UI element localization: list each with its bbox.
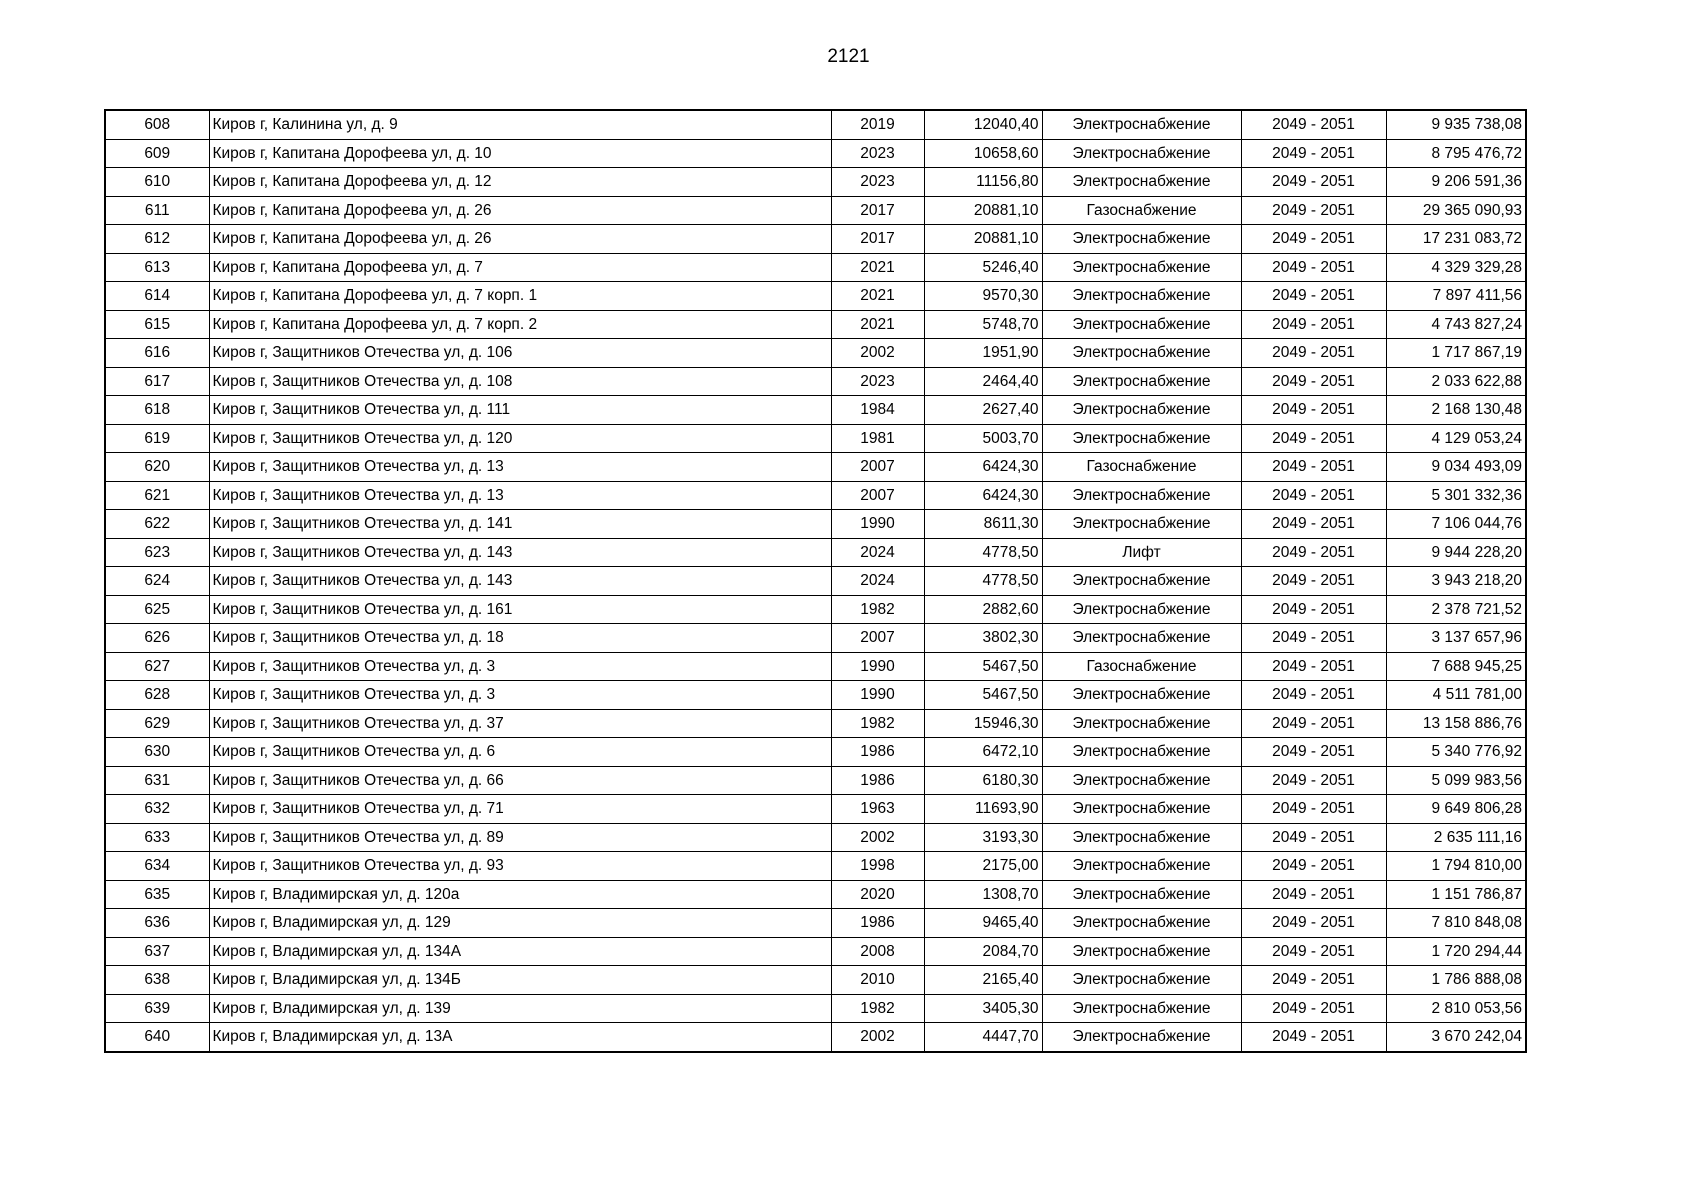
year-cell: 1986 [831, 909, 924, 938]
period-cell: 2049 - 2051 [1241, 823, 1386, 852]
area-cell: 2882,60 [924, 595, 1042, 624]
row-number: 620 [105, 453, 209, 482]
year-cell: 2007 [831, 453, 924, 482]
table-row [105, 310, 1526, 339]
work-type-cell: Газоснабжение [1042, 652, 1241, 681]
row-number: 608 [105, 110, 209, 139]
period-cell: 2049 - 2051 [1241, 139, 1386, 168]
cost-cell: 9 935 738,08 [1386, 110, 1526, 139]
year-cell: 2002 [831, 823, 924, 852]
cost-cell: 1 794 810,00 [1386, 852, 1526, 881]
work-type-cell: Электроснабжение [1042, 168, 1241, 197]
area-cell: 10658,60 [924, 139, 1042, 168]
address-cell: Киров г, Владимирская ул, д. 120а [209, 880, 831, 909]
work-type-cell: Электроснабжение [1042, 966, 1241, 995]
address-cell: Киров г, Защитников Отечества ул, д. 6 [209, 738, 831, 767]
address-cell: Киров г, Капитана Дорофеева ул, д. 7 корп. 1 [209, 282, 831, 311]
cost-cell: 5 340 776,92 [1386, 738, 1526, 767]
period-cell: 2049 - 2051 [1241, 339, 1386, 368]
row-number: 626 [105, 624, 209, 653]
cost-cell: 1 717 867,19 [1386, 339, 1526, 368]
row-number: 610 [105, 168, 209, 197]
cost-cell: 2 635 111,16 [1386, 823, 1526, 852]
area-cell: 1951,90 [924, 339, 1042, 368]
year-cell: 2021 [831, 282, 924, 311]
address-cell: Киров г, Калинина ул, д. 9 [209, 110, 831, 139]
address-cell: Киров г, Капитана Дорофеева ул, д. 26 [209, 196, 831, 225]
period-cell: 2049 - 2051 [1241, 709, 1386, 738]
address-cell: Киров г, Владимирская ул, д. 134А [209, 937, 831, 966]
work-type-cell: Электроснабжение [1042, 852, 1241, 881]
area-cell: 2627,40 [924, 396, 1042, 425]
table-row [105, 709, 1526, 738]
cost-cell: 4 511 781,00 [1386, 681, 1526, 710]
year-cell: 2021 [831, 253, 924, 282]
area-cell: 5467,50 [924, 652, 1042, 681]
address-cell: Киров г, Владимирская ул, д. 129 [209, 909, 831, 938]
row-number: 638 [105, 966, 209, 995]
row-number: 618 [105, 396, 209, 425]
row-number: 613 [105, 253, 209, 282]
area-cell: 4447,70 [924, 1023, 1042, 1052]
area-cell: 8611,30 [924, 510, 1042, 539]
year-cell: 2010 [831, 966, 924, 995]
year-cell: 1986 [831, 766, 924, 795]
row-number: 635 [105, 880, 209, 909]
row-number: 628 [105, 681, 209, 710]
work-type-cell: Электроснабжение [1042, 595, 1241, 624]
table-row [105, 1023, 1526, 1052]
period-cell: 2049 - 2051 [1241, 624, 1386, 653]
year-cell: 2023 [831, 139, 924, 168]
work-type-cell: Электроснабжение [1042, 681, 1241, 710]
cost-cell: 4 129 053,24 [1386, 424, 1526, 453]
address-cell: Киров г, Капитана Дорофеева ул, д. 12 [209, 168, 831, 197]
area-cell: 5467,50 [924, 681, 1042, 710]
period-cell: 2049 - 2051 [1241, 966, 1386, 995]
area-cell: 2175,00 [924, 852, 1042, 881]
area-cell: 15946,30 [924, 709, 1042, 738]
cost-cell: 7 688 945,25 [1386, 652, 1526, 681]
address-cell: Киров г, Защитников Отечества ул, д. 161 [209, 595, 831, 624]
table-body [105, 110, 1526, 1052]
year-cell: 2020 [831, 880, 924, 909]
area-cell: 4778,50 [924, 538, 1042, 567]
year-cell: 1982 [831, 595, 924, 624]
address-cell: Киров г, Капитана Дорофеева ул, д. 26 [209, 225, 831, 254]
cost-cell: 9 206 591,36 [1386, 168, 1526, 197]
year-cell: 1982 [831, 994, 924, 1023]
table-row [105, 909, 1526, 938]
row-number: 640 [105, 1023, 209, 1052]
period-cell: 2049 - 2051 [1241, 795, 1386, 824]
row-number: 631 [105, 766, 209, 795]
row-number: 616 [105, 339, 209, 368]
table-row [105, 937, 1526, 966]
cost-cell: 2 033 622,88 [1386, 367, 1526, 396]
cost-cell: 8 795 476,72 [1386, 139, 1526, 168]
period-cell: 2049 - 2051 [1241, 225, 1386, 254]
work-type-cell: Электроснабжение [1042, 709, 1241, 738]
cost-cell: 17 231 083,72 [1386, 225, 1526, 254]
address-cell: Киров г, Защитников Отечества ул, д. 71 [209, 795, 831, 824]
table-row [105, 652, 1526, 681]
period-cell: 2049 - 2051 [1241, 367, 1386, 396]
row-number: 612 [105, 225, 209, 254]
work-type-cell: Электроснабжение [1042, 909, 1241, 938]
row-number: 639 [105, 994, 209, 1023]
address-cell: Киров г, Защитников Отечества ул, д. 3 [209, 681, 831, 710]
area-cell: 3802,30 [924, 624, 1042, 653]
address-cell: Киров г, Защитников Отечества ул, д. 13 [209, 481, 831, 510]
table-row [105, 823, 1526, 852]
cost-cell: 5 099 983,56 [1386, 766, 1526, 795]
cost-cell: 4 743 827,24 [1386, 310, 1526, 339]
area-cell: 3193,30 [924, 823, 1042, 852]
work-type-cell: Электроснабжение [1042, 994, 1241, 1023]
cost-cell: 3 137 657,96 [1386, 624, 1526, 653]
year-cell: 2017 [831, 225, 924, 254]
address-cell: Киров г, Защитников Отечества ул, д. 13 [209, 453, 831, 482]
address-cell: Киров г, Защитников Отечества ул, д. 3 [209, 652, 831, 681]
row-number: 614 [105, 282, 209, 311]
work-type-cell: Лифт [1042, 538, 1241, 567]
cost-cell: 7 106 044,76 [1386, 510, 1526, 539]
area-cell: 12040,40 [924, 110, 1042, 139]
year-cell: 1984 [831, 396, 924, 425]
table-row [105, 795, 1526, 824]
row-number: 633 [105, 823, 209, 852]
cost-cell: 9 649 806,28 [1386, 795, 1526, 824]
area-cell: 6180,30 [924, 766, 1042, 795]
period-cell: 2049 - 2051 [1241, 766, 1386, 795]
year-cell: 1998 [831, 852, 924, 881]
row-number: 637 [105, 937, 209, 966]
area-cell: 9570,30 [924, 282, 1042, 311]
area-cell: 11693,90 [924, 795, 1042, 824]
row-number: 617 [105, 367, 209, 396]
table-row [105, 253, 1526, 282]
work-type-cell: Газоснабжение [1042, 453, 1241, 482]
row-number: 622 [105, 510, 209, 539]
work-type-cell: Электроснабжение [1042, 880, 1241, 909]
table-row [105, 396, 1526, 425]
row-number: 627 [105, 652, 209, 681]
period-cell: 2049 - 2051 [1241, 396, 1386, 425]
area-cell: 2464,40 [924, 367, 1042, 396]
year-cell: 2023 [831, 367, 924, 396]
row-number: 634 [105, 852, 209, 881]
year-cell: 2024 [831, 567, 924, 596]
period-cell: 2049 - 2051 [1241, 652, 1386, 681]
cost-cell: 13 158 886,76 [1386, 709, 1526, 738]
period-cell: 2049 - 2051 [1241, 310, 1386, 339]
work-type-cell: Газоснабжение [1042, 196, 1241, 225]
row-number: 611 [105, 196, 209, 225]
year-cell: 1986 [831, 738, 924, 767]
period-cell: 2049 - 2051 [1241, 424, 1386, 453]
year-cell: 2017 [831, 196, 924, 225]
period-cell: 2049 - 2051 [1241, 168, 1386, 197]
work-type-cell: Электроснабжение [1042, 738, 1241, 767]
area-cell: 5003,70 [924, 424, 1042, 453]
year-cell: 2024 [831, 538, 924, 567]
address-cell: Киров г, Защитников Отечества ул, д. 66 [209, 766, 831, 795]
table-row [105, 168, 1526, 197]
table-row [105, 424, 1526, 453]
cost-cell: 4 329 329,28 [1386, 253, 1526, 282]
address-cell: Киров г, Защитников Отечества ул, д. 18 [209, 624, 831, 653]
work-type-cell: Электроснабжение [1042, 339, 1241, 368]
work-type-cell: Электроснабжение [1042, 567, 1241, 596]
table-row [105, 681, 1526, 710]
work-type-cell: Электроснабжение [1042, 937, 1241, 966]
year-cell: 2007 [831, 481, 924, 510]
cost-cell: 9 034 493,09 [1386, 453, 1526, 482]
work-type-cell: Электроснабжение [1042, 766, 1241, 795]
year-cell: 1990 [831, 510, 924, 539]
area-cell: 20881,10 [924, 225, 1042, 254]
area-cell: 6472,10 [924, 738, 1042, 767]
cost-cell: 7 810 848,08 [1386, 909, 1526, 938]
work-type-cell: Электроснабжение [1042, 624, 1241, 653]
period-cell: 2049 - 2051 [1241, 510, 1386, 539]
row-number: 621 [105, 481, 209, 510]
year-cell: 1990 [831, 652, 924, 681]
period-cell: 2049 - 2051 [1241, 738, 1386, 767]
table-row [105, 282, 1526, 311]
period-cell: 2049 - 2051 [1241, 481, 1386, 510]
area-cell: 5748,70 [924, 310, 1042, 339]
address-cell: Киров г, Владимирская ул, д. 139 [209, 994, 831, 1023]
period-cell: 2049 - 2051 [1241, 282, 1386, 311]
period-cell: 2049 - 2051 [1241, 538, 1386, 567]
period-cell: 2049 - 2051 [1241, 937, 1386, 966]
table-row [105, 196, 1526, 225]
table-row [105, 624, 1526, 653]
year-cell: 2008 [831, 937, 924, 966]
work-type-cell: Электроснабжение [1042, 1023, 1241, 1052]
table-row [105, 339, 1526, 368]
cost-cell: 1 786 888,08 [1386, 966, 1526, 995]
table-row [105, 510, 1526, 539]
table-row [105, 139, 1526, 168]
year-cell: 2002 [831, 339, 924, 368]
address-cell: Киров г, Защитников Отечества ул, д. 106 [209, 339, 831, 368]
row-number: 619 [105, 424, 209, 453]
period-cell: 2049 - 2051 [1241, 852, 1386, 881]
cost-cell: 9 944 228,20 [1386, 538, 1526, 567]
address-cell: Киров г, Защитников Отечества ул, д. 108 [209, 367, 831, 396]
work-type-cell: Электроснабжение [1042, 253, 1241, 282]
address-cell: Киров г, Защитников Отечества ул, д. 143 [209, 538, 831, 567]
cost-cell: 29 365 090,93 [1386, 196, 1526, 225]
year-cell: 1990 [831, 681, 924, 710]
table-row [105, 481, 1526, 510]
address-cell: Киров г, Капитана Дорофеева ул, д. 7 корп. 2 [209, 310, 831, 339]
row-number: 636 [105, 909, 209, 938]
work-type-cell: Электроснабжение [1042, 310, 1241, 339]
work-type-cell: Электроснабжение [1042, 110, 1241, 139]
table-row [105, 852, 1526, 881]
area-cell: 20881,10 [924, 196, 1042, 225]
area-cell: 6424,30 [924, 453, 1042, 482]
work-type-cell: Электроснабжение [1042, 282, 1241, 311]
table-row [105, 766, 1526, 795]
period-cell: 2049 - 2051 [1241, 567, 1386, 596]
period-cell: 2049 - 2051 [1241, 994, 1386, 1023]
period-cell: 2049 - 2051 [1241, 681, 1386, 710]
area-cell: 6424,30 [924, 481, 1042, 510]
work-type-cell: Электроснабжение [1042, 396, 1241, 425]
work-type-cell: Электроснабжение [1042, 225, 1241, 254]
page-number: 2121 [827, 46, 870, 67]
period-cell: 2049 - 2051 [1241, 909, 1386, 938]
table-row [105, 595, 1526, 624]
row-number: 609 [105, 139, 209, 168]
period-cell: 2049 - 2051 [1241, 880, 1386, 909]
cost-cell: 2 810 053,56 [1386, 994, 1526, 1023]
table-row [105, 538, 1526, 567]
cost-cell: 1 720 294,44 [1386, 937, 1526, 966]
table-row [105, 880, 1526, 909]
work-type-cell: Электроснабжение [1042, 424, 1241, 453]
row-number: 632 [105, 795, 209, 824]
area-cell: 9465,40 [924, 909, 1042, 938]
table-row [105, 994, 1526, 1023]
area-cell: 2084,70 [924, 937, 1042, 966]
address-cell: Киров г, Защитников Отечества ул, д. 93 [209, 852, 831, 881]
work-type-cell: Электроснабжение [1042, 139, 1241, 168]
address-cell: Киров г, Владимирская ул, д. 13А [209, 1023, 831, 1052]
period-cell: 2049 - 2051 [1241, 196, 1386, 225]
row-number: 623 [105, 538, 209, 567]
cost-cell: 5 301 332,36 [1386, 481, 1526, 510]
period-cell: 2049 - 2051 [1241, 453, 1386, 482]
period-cell: 2049 - 2051 [1241, 1023, 1386, 1052]
area-cell: 11156,80 [924, 168, 1042, 197]
year-cell: 2019 [831, 110, 924, 139]
row-number: 629 [105, 709, 209, 738]
year-cell: 2023 [831, 168, 924, 197]
area-cell: 5246,40 [924, 253, 1042, 282]
area-cell: 2165,40 [924, 966, 1042, 995]
address-cell: Киров г, Защитников Отечества ул, д. 111 [209, 396, 831, 425]
row-number: 625 [105, 595, 209, 624]
address-cell: Киров г, Защитников Отечества ул, д. 143 [209, 567, 831, 596]
year-cell: 2021 [831, 310, 924, 339]
work-type-cell: Электроснабжение [1042, 795, 1241, 824]
table-row [105, 453, 1526, 482]
building-repair-table [104, 109, 1527, 1053]
area-cell: 3405,30 [924, 994, 1042, 1023]
year-cell: 1963 [831, 795, 924, 824]
table-row [105, 966, 1526, 995]
cost-cell: 3 670 242,04 [1386, 1023, 1526, 1052]
table-row [105, 110, 1526, 139]
cost-cell: 1 151 786,87 [1386, 880, 1526, 909]
year-cell: 1981 [831, 424, 924, 453]
work-type-cell: Электроснабжение [1042, 367, 1241, 396]
table-row [105, 225, 1526, 254]
table-row [105, 738, 1526, 767]
work-type-cell: Электроснабжение [1042, 823, 1241, 852]
row-number: 615 [105, 310, 209, 339]
cost-cell: 2 378 721,52 [1386, 595, 1526, 624]
address-cell: Киров г, Защитников Отечества ул, д. 89 [209, 823, 831, 852]
work-type-cell: Электроснабжение [1042, 481, 1241, 510]
period-cell: 2049 - 2051 [1241, 110, 1386, 139]
table-row [105, 367, 1526, 396]
address-cell: Киров г, Капитана Дорофеева ул, д. 7 [209, 253, 831, 282]
address-cell: Киров г, Капитана Дорофеева ул, д. 10 [209, 139, 831, 168]
area-cell: 4778,50 [924, 567, 1042, 596]
address-cell: Киров г, Владимирская ул, д. 134Б [209, 966, 831, 995]
area-cell: 1308,70 [924, 880, 1042, 909]
row-number: 624 [105, 567, 209, 596]
period-cell: 2049 - 2051 [1241, 253, 1386, 282]
work-type-cell: Электроснабжение [1042, 510, 1241, 539]
address-cell: Киров г, Защитников Отечества ул, д. 120 [209, 424, 831, 453]
row-number: 630 [105, 738, 209, 767]
table-row [105, 567, 1526, 596]
year-cell: 2002 [831, 1023, 924, 1052]
address-cell: Киров г, Защитников Отечества ул, д. 37 [209, 709, 831, 738]
year-cell: 1982 [831, 709, 924, 738]
address-cell: Киров г, Защитников Отечества ул, д. 141 [209, 510, 831, 539]
cost-cell: 7 897 411,56 [1386, 282, 1526, 311]
cost-cell: 2 168 130,48 [1386, 396, 1526, 425]
period-cell: 2049 - 2051 [1241, 595, 1386, 624]
year-cell: 2007 [831, 624, 924, 653]
cost-cell: 3 943 218,20 [1386, 567, 1526, 596]
